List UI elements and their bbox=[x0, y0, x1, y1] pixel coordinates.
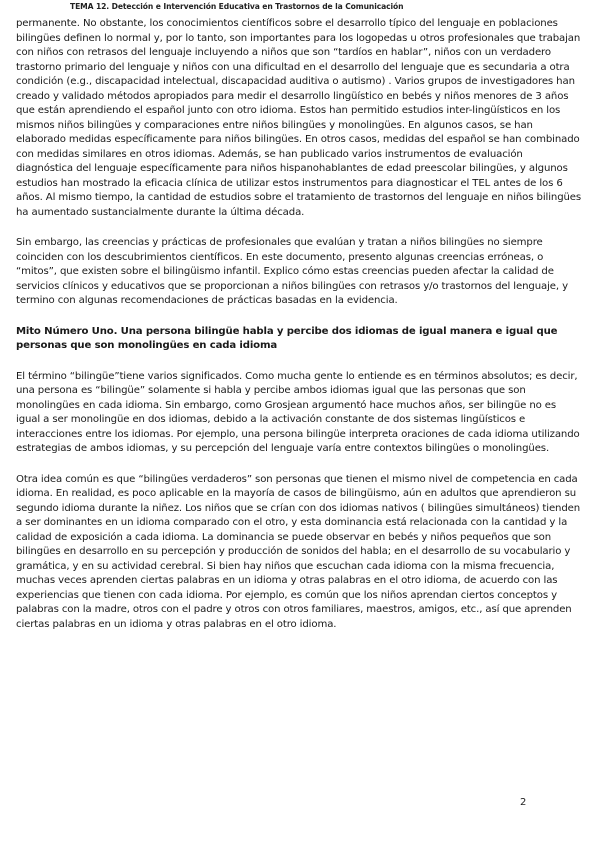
body-paragraph: permanente. No obstante, los conocimientos científicos sobre el desarrollo típico del lenguaje en poblaciones bilingües definen lo normal y, por lo tanto, son importantes para los logopedas u otros profesionales que trabajan con niños con retrasos del lenguaje incluyendo a niños que son “tardíos en hablar”, niños con un verdadero trastorno primario del lenguaje y niños con una dificultad en el desarrollo del lenguaje que es secundaria a otra condición (e.g., discapacidad intelectual, discapacidad auditiva o autismo) . Varios grupos de investigadores han creado y validado métodos apropiados para medir el desarrollo lingüístico en bebés y niños menores de 3 años que están aprendiendo el español junto con otro idioma. Estos han permitido estudios inter-lingüísticos en los mismos niños bilingües y comparaciones entre niños bilingües y monolingües. En algunos casos, se han elaborado medidas específicamente para niños bilingües. En otros casos, medidas del español se han combinado con medidas similares en otros idiomas. Además, se han publicado varios instrumentos de evaluación diagnóstica del lenguaje específicamente para niños hispanohablantes de edad preescolar bilingües, y algunos estudios han mostrado la eficacia clínica de utilizar estos instrumentos para diagnosticar el TEL antes de los 6 años. Al mismo tiempo, la cantidad de estudios sobre el tratamiento de trastornos del lenguaje en niños bilingües ha aumentado sustancialmente durante la última década. bbox=[16, 18, 582, 218]
body-paragraph: Sin embargo, las creencias y prácticas de profesionales que evalúan y tratan a niños bilingües no siempre coinciden con los descubrimientos científicos. En este documento, presento algunas creencias erróneas, o “mitos”, que existen sobre el bilingüismo infantil. Explico cómo estas creencias pueden afectar la calidad de servicios clínicos y educativos que se proporcionan a niños bilingües con retrasos y/o trastornos del lenguaje, y termino con algunas recomendaciones de prácticas basadas en la evidencia. bbox=[16, 237, 568, 306]
body-paragraph: El término “bilingüe”tiene varios significados. Como mucha gente lo entiende es en términos absolutos; es decir, una persona es “bilingüe” solamente si habla y percibe ambos idiomas igual que las personas que son monolingües en cada idioma. Sin embargo, como Grosjean argumentó hace muchos años, ser bilingüe no es igual a ser monolingüe en dos idiomas, debido a la activación constante de dos sistemas lingüísticos e interacciones entre los idiomas. Por ejemplo, una persona bilingüe interpreta oraciones de cada idioma utilizando estrategias de ambos idiomas, y su percepción del lenguaje varía entre contextos bilingües o monolingües. bbox=[16, 370, 580, 454]
page-number: 2 bbox=[520, 797, 527, 808]
page-header: TEMA 12. Detección e Intervención Educativa en Trastornos de la Comunicación bbox=[70, 2, 404, 11]
section-heading: Mito Número Uno. Una persona bilingüe habla y percibe dos idiomas de igual manera e igual que personas que son monolingües en cada idioma bbox=[16, 325, 558, 351]
body-paragraph: Otra idea común es que “bilingües verdaderos” son personas que tienen el mismo nivel de competencia en cada idioma. En realidad, es poco aplicable en la mayoría de casos de bilingüismo, aún en adultos que aprendieron su segundo idioma durante la niñez. Los niños que se crían con dos idiomas nativos ( bilingües simultáneos) tienden a ser dominantes en un idioma comparado con el otro, y esta dominancia está relacionada con la cantidad y la calidad de exposición a cada idioma. La dominancia se puede observar en bebés y niños pequeños que son bilingües en desarrollo en su percepción y producción de sonidos del habla; en el desarrollo de su vocabulario y gramática, y en su actividad cerebral. Si bien hay niños que escuchan cada idioma con la misma frecuencia, muchas veces aprenden ciertas palabras en un idioma y otras palabras en el otro idioma, de acuerdo con las experiencias que tienen con cada idioma. Por ejemplo, es común que los niños aprendan ciertos conceptos y palabras con la madre, otros con el padre y otros con otros familiares, maestros, amigos, etc., así que aprenden ciertas palabras en un idioma y otras palabras en el otro idioma. bbox=[16, 473, 581, 630]
document-body bbox=[16, 17, 582, 648]
